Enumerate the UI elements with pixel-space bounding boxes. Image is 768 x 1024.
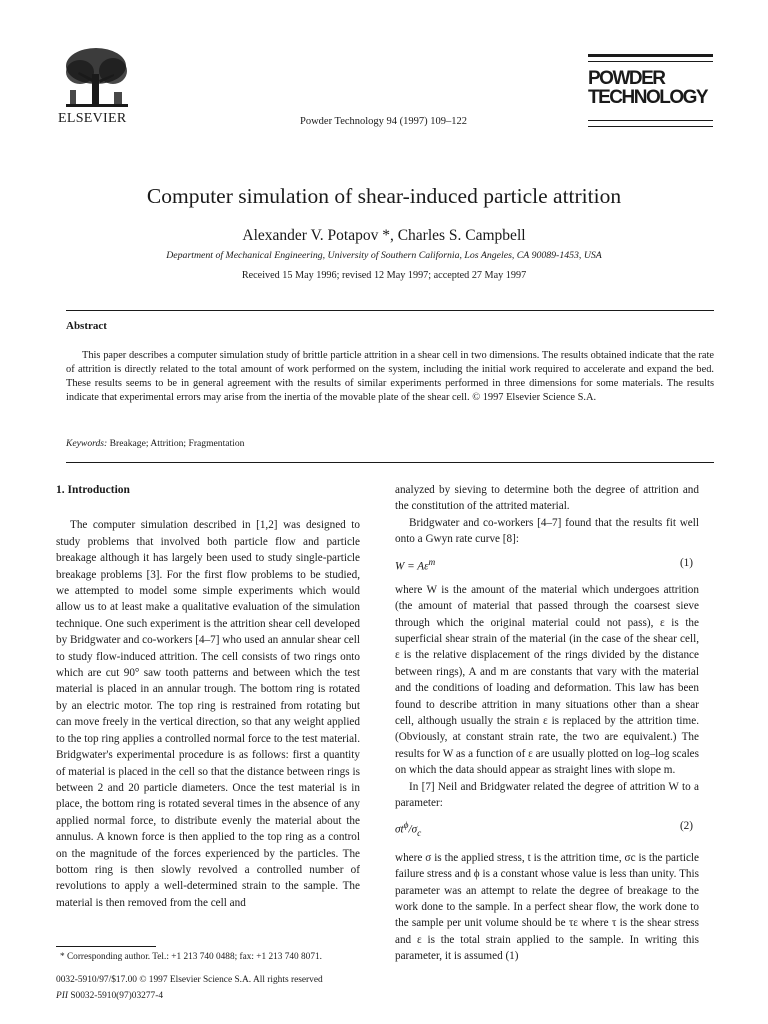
keywords-list: Breakage; Attrition; Fragmentation (109, 438, 245, 449)
copyright-line: 0032-5910/97/$17.00 © 1997 Elsevier Science S.A. All rights reserved (56, 975, 323, 985)
footnote-rule (56, 946, 156, 947)
brand-rule-top (588, 54, 713, 57)
equation-2-number: (2) (679, 820, 693, 833)
pii-value: S0032-5910(97)03277-4 (67, 991, 164, 1001)
equation-1 (395, 555, 699, 575)
equation-1-expression: $W = A\varepsilon^m$ (395, 557, 436, 573)
section-heading: 1. Introduction (56, 484, 130, 496)
keywords-label: Keywords: (66, 438, 108, 449)
intro-paragraph-1: The computer simulation described in [1,2] was designed to study problems that involved both particle flow and particle breakage although it has largely been used to study single-particle breakage problems [3]. For the first flow problems to be studied, we attempted to model some simple experiments which would allow us to at least make a qualitative evaluation of the simulation technique. One such experiment is the attrition shear cell developed by Bridgwater and co-workers [4–7] who used an annular shear cell to study flow-induced attrition. The cell consists of two rings onto which are cut 90° saw tooth patterns and between which the test material is placed in an annular trough. The bottom ring is rotated by an electric motor. The top ring is restrained from rotating but can move freely in the vertical direction, so that any weight applied to the top ring applies a controlled normal force to the test material. Bridgwater's experimental procedure is as follows: first a quantity of material is placed in the cell so that the distance between rings is between 2 and 20 particle diameters. Once the test material is in place, the bottom ring is rotated several times in the absence of any applied normal force, to distribute evenly the material about the annulus. A known force is then applied to the top ring as a control on the magnitude of the forces experienced by the particles. The bottom ring is then slowly revolved a controlled number of revolutions to apply a well-determined strain to the sample. The material is then removed from the cell and (56, 519, 360, 909)
footnote: * Corresponding author. Tel.: +1 213 740 0488; fax: +1 213 740 8071. (60, 952, 322, 962)
journal-brand (588, 69, 718, 107)
right-paragraph-2: Bridgwater and co-workers [4–7] found that the results fit well onto a Gwyn rate curve [8]: (395, 516, 699, 546)
left-column (56, 482, 360, 911)
equation-2-expression: $\sigma t^\phi/\sigma_c$ (395, 821, 422, 840)
right-column (395, 482, 699, 965)
journal-reference: Powder Technology 94 (1997) 109–122 (300, 116, 468, 127)
right-paragraph-3: where W is the amount of the material which undergoes attrition (the amount of material that passed through the coarsest sieve through which the original material could not pass), ε is the superficial shear strain of the material (in the case of the shear cell, ε is the relative displacement of the rings divided by the distance between rings), A and m are constants that vary with the material and the conditions of loading and deformation. This law has been found to describe attrition in many situations other than a shear cell, although usually the strain ε is replaced by the attrition time. (Obviously, at constant strain rate, the two are equivalent.) The results for W as a function of ε are usually plotted on log–log scales on which the data should appear as straight lines with slope m. (395, 583, 699, 777)
keywords (66, 438, 244, 449)
brand-rule-mid (588, 61, 713, 62)
publisher-name: ELSEVIER (58, 111, 127, 126)
right-paragraph-5: where σ is the applied stress, t is the attrition time, σc is the particle failure stress and ϕ is a constant whose value is less than unity. This parameter was an attempt to relate the degree of breakage to the work done to the sample. In a perfect shear flow, the work done to the sample per unit volume should be τε where τ is the shear stress and ε is the total strain applied to the sample. In writing this parameter, it is assumed (1) (395, 851, 699, 963)
brand-rule-bottom-2 (588, 126, 713, 127)
article-title: Computer simulation of shear-induced particle attrition (146, 184, 622, 208)
elsevier-tree-logo (56, 44, 136, 112)
right-paragraph-4: In [7] Neil and Bridgwater related the degree of attrition W to a parameter: (395, 780, 699, 810)
equation-2 (395, 818, 699, 842)
pii-label: PII (56, 991, 68, 1001)
abstract-bottom-rule (66, 462, 714, 463)
journal-brand-line2: TECHNOLOGY (588, 87, 708, 108)
author-affiliation: Department of Mechanical Engineering, University of Southern California, Los Angeles, CA 90089-1453, USA (166, 250, 602, 261)
abstract-text: This paper describes a computer simulation study of brittle particle attrition in a shear cell in two dimensions. The results obtained indicate that the rate of attrition is directly related to the total amount of work performed on the system, including the initial work required to accelerate and expand the bed. These results seems to be in general agreement with the results of similar experiments performed in three dimensions for some materials. The results indicate that experimental errors may arise from the inertia of the movable plate of the shear cell. © 1997 Elsevier Science S.A. (66, 350, 714, 403)
pii-line (56, 991, 163, 1001)
abstract-top-rule (66, 310, 714, 311)
equation-1-number: (1) (679, 556, 693, 569)
article-dates: Received 15 May 1996; revised 12 May 1997; accepted 27 May 1997 (241, 270, 527, 281)
brand-rule-bottom-1 (588, 120, 713, 121)
article-authors: Alexander V. Potapov *, Charles S. Campbell (242, 227, 526, 244)
abstract-heading: Abstract (66, 320, 107, 332)
right-paragraph-1: analyzed by sieving to determine both the degree of attrition and the constitution of the attrited material. (395, 484, 699, 513)
journal-brand-line1: POWDER (588, 68, 665, 89)
